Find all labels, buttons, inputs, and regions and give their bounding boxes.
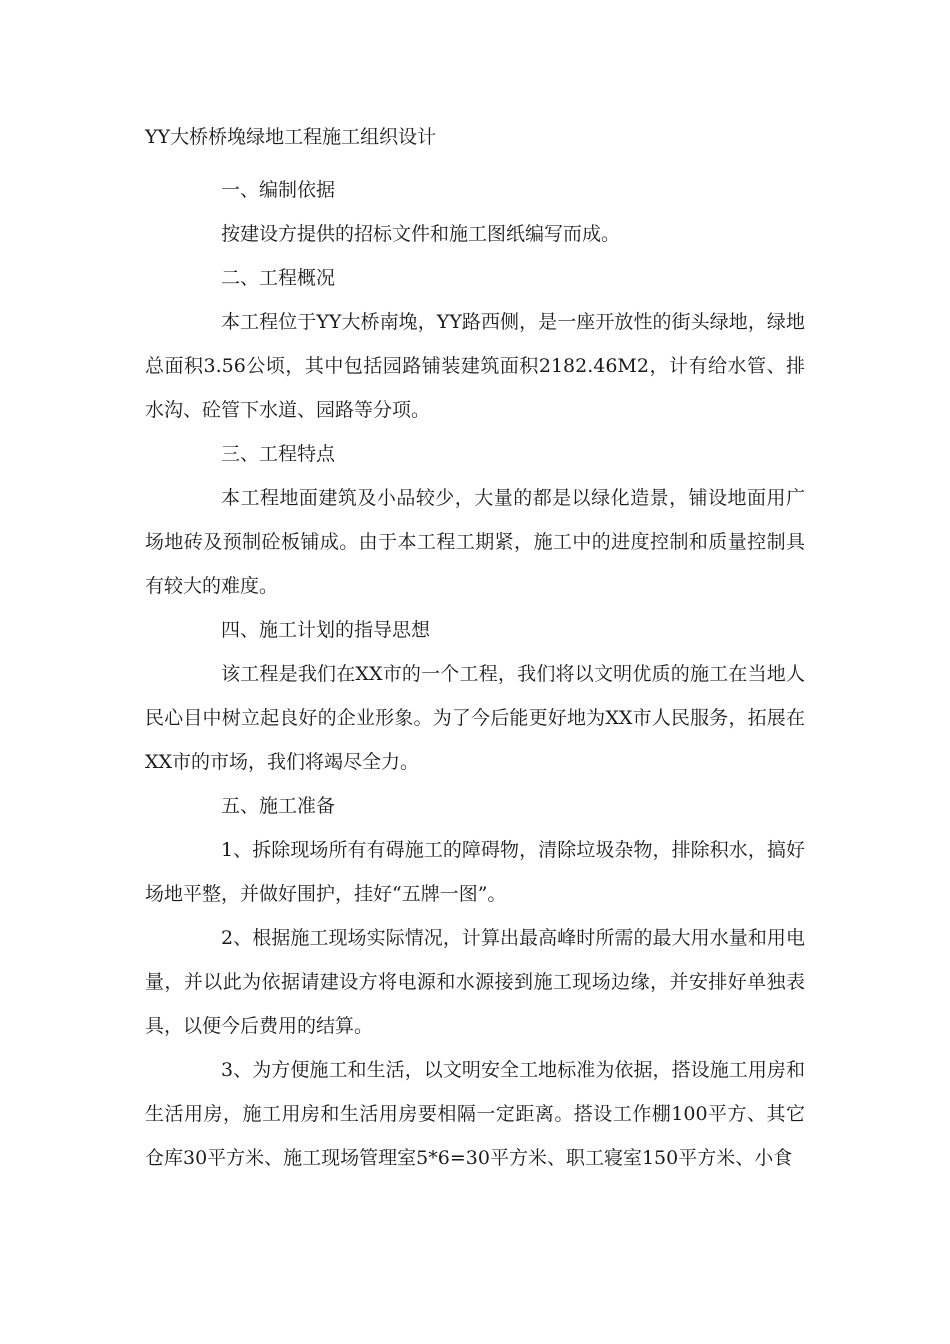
paragraph: 1、拆除现场所有有碍施工的障碍物，清除垃圾杂物，排除积水，搞好场地平整，并做好围护，挂好“五牌一图”。 xyxy=(145,839,805,905)
document-title: YY大桥桥堍绿地工程施工组织设计 xyxy=(145,126,437,148)
paragraph: 3、为方便施工和生活，以文明安全工地标准为依据，搭设施工用房和生活用房，施工用房和生活用房要相隔一定距离。搭设工作棚100平方、其它仓库30平方米、施工现场管理室5*6=30平方米、职工寝室150平方米、小食 xyxy=(145,1059,805,1169)
paragraph: 该工程是我们在XX市的一个工程，我们将以文明优质的施工在当地人民心目中树立起良好的企业形象。为了今后能更好地为XX市人民服务，拓展在XX市的市场，我们将竭尽全力。 xyxy=(145,663,805,773)
section-heading: 五、施工准备 xyxy=(221,795,336,817)
document-body xyxy=(145,168,805,1180)
section-heading: 三、工程特点 xyxy=(221,443,336,465)
paragraph: 按建设方提供的招标文件和施工图纸编写而成。 xyxy=(221,223,621,245)
section-heading: 二、工程概况 xyxy=(221,267,336,289)
paragraph: 2、根据施工现场实际情况，计算出最高峰时所需的最大用水量和用电量，并以此为依据请建设方将电源和水源接到施工现场边缘，并安排好单独表具，以便今后费用的结算。 xyxy=(145,927,805,1037)
section-heading: 一、编制依据 xyxy=(221,179,336,201)
paragraph: 本工程地面建筑及小品较少，大量的都是以绿化造景，铺设地面用广场地砖及预制砼板铺成。由于本工程工期紧，施工中的进度控制和质量控制具有较大的难度。 xyxy=(145,487,805,597)
paragraph: 本工程位于YY大桥南堍，YY路西侧，是一座开放性的街头绿地，绿地总面积3.56公顷，其中包括园路铺装建筑面积2182.46M2，计有给水管、排水沟、砼管下水道、园路等分项。 xyxy=(145,311,805,421)
section-heading: 四、施工计划的指导思想 xyxy=(221,619,431,641)
